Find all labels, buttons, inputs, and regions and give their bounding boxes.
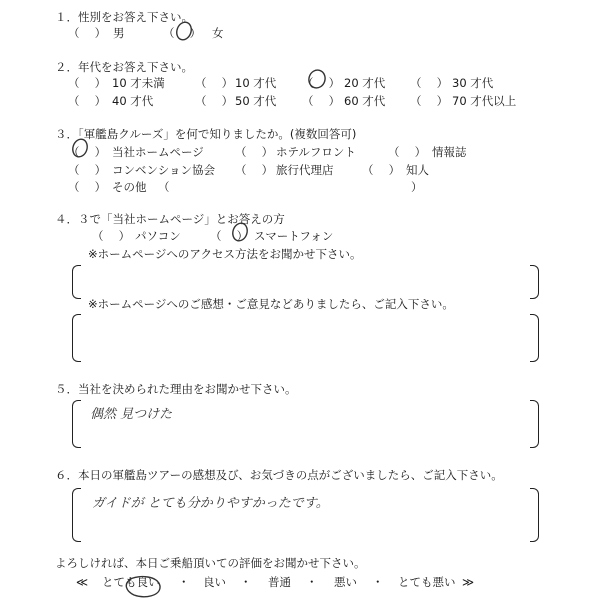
q2-paren-1[interactable]: （ ） (68, 76, 107, 90)
q4-paren-pc[interactable]: （ ） (92, 229, 131, 243)
q3-paren-3[interactable]: （ ） (388, 145, 427, 159)
q2-paren-4[interactable]: （ ） (410, 76, 449, 90)
q4-opt-pc: パソコン (135, 229, 181, 243)
rating-sep-4: ・ (372, 575, 384, 589)
rating-close-bracket: ≫ (462, 575, 475, 589)
q3-opt-6: 知人 (406, 163, 429, 177)
rating-intro: よろしければ、本日ご乗船頂いての評価をお聞かせ下さい。 (55, 556, 366, 570)
q4-opinion-box-left[interactable] (72, 314, 81, 362)
rating-average[interactable]: 普通 (268, 575, 291, 589)
q4-opinion-box-right[interactable] (530, 314, 539, 362)
q4-title: ４．３で「当社ホームページ」とお答えの方 (55, 212, 285, 226)
q2-opt-6: 50 才代 (235, 94, 277, 108)
q3-opt-2: ホテルフロント (276, 145, 356, 159)
q3-opt-other: その他 (112, 180, 147, 194)
q2-opt-3: 20 才代 (344, 76, 386, 90)
q4-access-box-left[interactable] (72, 265, 81, 299)
q2-opt-5: 40 才代 (112, 94, 154, 108)
q4-opinion-note: ※ホームページへのご感想・ご意見などありましたら、ご記入下さい。 (88, 297, 454, 311)
rating-very-good[interactable]: とても良い (102, 575, 160, 589)
q3-paren-5[interactable]: （ ） (235, 163, 274, 177)
q2-opt-7: 60 才代 (344, 94, 386, 108)
q3-paren-1[interactable]: （ ） (68, 145, 107, 159)
q3-opt-5: 旅行代理店 (276, 163, 334, 177)
q2-paren-3[interactable]: （ ） (302, 76, 341, 90)
q4-access-box-right[interactable] (530, 265, 539, 299)
q2-opt-8: 70 才代以上 (452, 94, 517, 108)
q2-paren-7[interactable]: （ ） (302, 94, 341, 108)
q3-paren-6[interactable]: （ ） (362, 163, 401, 177)
q3-paren-2[interactable]: （ ） (235, 145, 274, 159)
q3-opt-4: コンベンション協会 (112, 163, 215, 177)
q2-paren-8[interactable]: （ ） (410, 94, 449, 108)
rating-sep-1: ・ (178, 575, 190, 589)
q2-paren-2[interactable]: （ ） (195, 76, 234, 90)
q5-handwritten-answer: 偶然 見つけた (90, 407, 173, 422)
q4-access-note: ※ホームページへのアクセス方法をお聞かせ下さい。 (88, 247, 362, 261)
rating-very-bad[interactable]: とても悪い (398, 575, 456, 589)
q3-title: ３．「軍艦島クルーズ」を何で知りましたか。(複数回答可) (55, 127, 357, 141)
q2-paren-6[interactable]: （ ） (195, 94, 234, 108)
q2-opt-1: 10 才未満 (112, 76, 165, 90)
rating-sep-2: ・ (240, 575, 252, 589)
q4-opt-sp: スマートフォン (254, 229, 334, 243)
q3-paren-7[interactable]: （ ） (68, 180, 107, 194)
q4-paren-sp[interactable]: （ ） (210, 229, 249, 243)
q2-opt-4: 30 才代 (452, 76, 494, 90)
q2-opt-2: 10 才代 (235, 76, 277, 90)
rating-bad[interactable]: 悪い (334, 575, 357, 589)
rating-good[interactable]: 良い (203, 575, 226, 589)
q5-answer-box-left[interactable] (72, 400, 81, 448)
q3-paren-4[interactable]: （ ） (68, 163, 107, 177)
q3-opt-1: 当社ホームページ (112, 145, 204, 159)
q2-paren-5[interactable]: （ ） (68, 94, 107, 108)
q6-title: ６．本日の軍艦島ツアーの感想及び、お気づきの点がございましたら、ご記入下さい。 (55, 468, 503, 482)
q6-answer-box-right[interactable] (530, 488, 539, 542)
q5-title: ５．当社を決められた理由をお聞かせ下さい。 (55, 382, 297, 396)
q3-other-field[interactable]: （ ） (158, 180, 423, 194)
q1-title: １．性別をお答え下さい。 (55, 10, 193, 24)
q1-option-female: 女 (212, 26, 224, 40)
rating-sep-3: ・ (306, 575, 318, 589)
q1-option-male: 男 (113, 26, 125, 40)
q6-answer-box-left[interactable] (72, 488, 81, 542)
q6-handwritten-answer: ガイドが とても分かりやすかったです。 (92, 496, 329, 511)
q3-opt-3: 情報誌 (432, 145, 467, 159)
q1-paren-male[interactable]: （ ） (68, 26, 107, 40)
q1-paren-female[interactable]: （ ） (163, 26, 202, 40)
rating-open-bracket: ≪ (76, 575, 89, 589)
q2-title: ２．年代をお答え下さい。 (55, 60, 193, 74)
q5-answer-box-right[interactable] (530, 400, 539, 448)
